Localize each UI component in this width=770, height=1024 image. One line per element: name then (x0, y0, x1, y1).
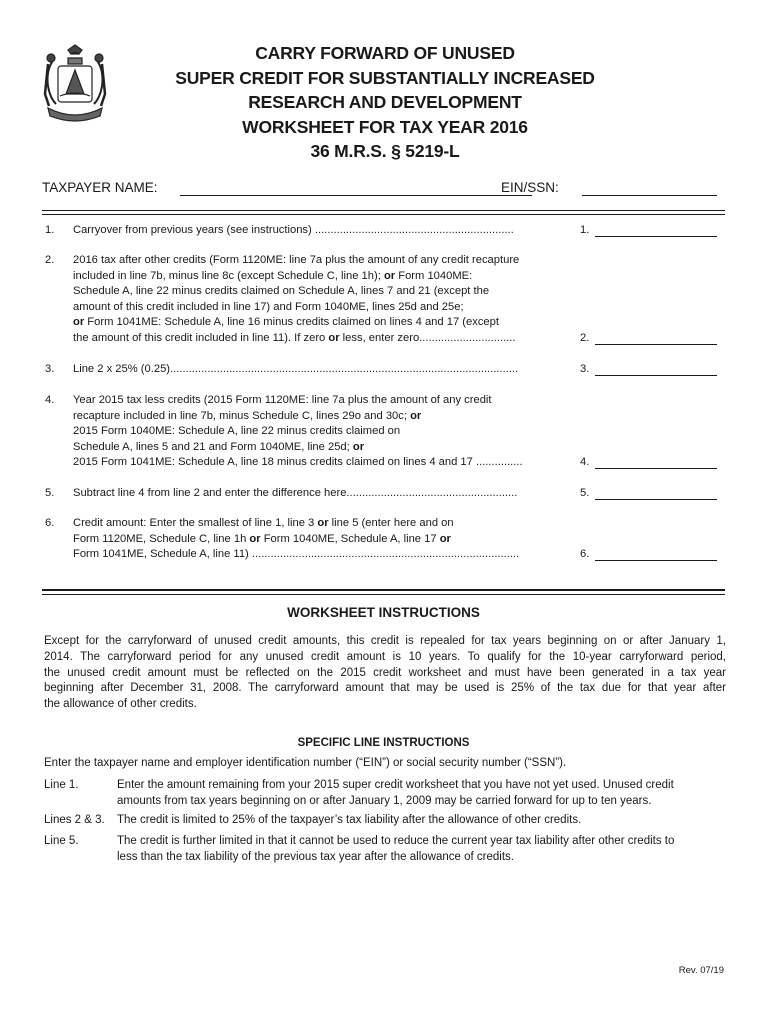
line-text: Year 2015 tax less credits (2015 Form 1120ME: line 7a plus the amount of any credit (73, 394, 492, 406)
paragraph-line: beginning after December 31, 2008. The carryforward amount that may be used is 25% of the tax due for that year after (44, 682, 726, 695)
instructions-paragraph (44, 634, 726, 713)
line-text: included in line 7b, minus line 8c (except Schedule C, line 1h); or Form 1040ME: (73, 269, 473, 282)
instruction-text: The credit is further limited in that it cannot be used to reduce the current year tax liability after other credits to (117, 835, 675, 847)
title-line: SUPER CREDIT FOR SUBSTANTIALLY INCREASED (175, 67, 595, 88)
line-text: Form 1041ME, Schedule A, line 11) ...................................................................................... (73, 548, 520, 561)
line-text: amount of this credit included in line 17) and Form 1040ME, lines 25d and 25e; (73, 300, 464, 313)
line-1-amount-field[interactable] (595, 236, 717, 237)
line-text: Form 1120ME, Schedule C, line 1h or Form 1040ME, Schedule A, line 17 or (73, 532, 451, 545)
line-2-amount-field[interactable] (595, 344, 717, 345)
ein-ssn-label: EIN/SSN: (501, 180, 559, 195)
line-number: 4. (45, 394, 55, 406)
line-text: recapture included in line 7b, minus Schedule C, lines 29o and 30c; or (73, 409, 422, 422)
line-5-amount-field[interactable] (595, 499, 717, 500)
line-number: 2. (45, 254, 55, 266)
instruction-text: The credit is limited to 25% of the taxpayer’s tax liability after the allowance of other credits. (117, 814, 582, 826)
taxpayer-name-field[interactable] (180, 195, 532, 196)
line-text: 2016 tax after other credits (Form 1120ME: line 7a plus the amount of any credit recapture (73, 254, 520, 266)
worksheet-line-5 (42, 486, 725, 502)
paragraph-line: the unused credit amount must be reflected on the 2015 credit worksheet and must have been generated in a tax year (44, 666, 726, 679)
instruction-key: Lines 2 & 3. (44, 814, 105, 826)
answer-number: 3. (580, 363, 590, 376)
answer-number: 6. (580, 548, 590, 561)
answer-number: 5. (580, 487, 590, 500)
line-text: 2015 Form 1040ME: Schedule A, line 22 minus credits claimed on (73, 425, 401, 438)
divider (42, 594, 725, 595)
instruction-text: amounts from tax years beginning on or after January 1, 2009 may be carried forward for up to ten years. (117, 794, 652, 807)
title-line: CARRY FORWARD OF UNUSED (255, 43, 515, 63)
line-text: Schedule A, line 22 minus credits claimed on Schedule A, lines 7 and 21 (except the (73, 285, 490, 298)
revision-date: Rev. 07/19 (678, 965, 724, 976)
line-text: Subtract line 4 from line 2 and enter the difference here....................................................... (73, 487, 518, 499)
taxpayer-name-label: TAXPAYER NAME: (42, 180, 158, 195)
worksheet-title (150, 41, 620, 164)
worksheet-line-2 (42, 253, 725, 347)
answer-number: 4. (580, 456, 590, 469)
instruction-text: less than the tax liability of the previous tax year after the allowance of credits. (117, 850, 514, 863)
line-text: or Form 1041ME: Schedule A, line 16 minus credits claimed on lines 4 and 17 (except (73, 316, 499, 329)
line-number: 5. (45, 487, 55, 499)
state-seal-icon (38, 44, 112, 130)
answer-number: 2. (580, 332, 590, 345)
paragraph-line: 2014. The carryforward period for any unused credit amount is 10 years. To qualify for the 10-year carryforward period, (44, 650, 726, 663)
instructions-intro (44, 756, 726, 772)
worksheet-line-4 (42, 393, 725, 471)
divider (42, 214, 725, 215)
divider (42, 210, 725, 211)
worksheet-line-6 (42, 516, 725, 563)
instructions-heading: WORKSHEET INSTRUCTIONS (287, 605, 480, 620)
line-3-amount-field[interactable] (595, 375, 717, 376)
taxpayer-row (42, 180, 722, 202)
specific-instructions-heading: SPECIFIC LINE INSTRUCTIONS (297, 737, 470, 749)
worksheet-line-3 (42, 362, 725, 378)
title-line: RESEARCH AND DEVELOPMENT (248, 92, 522, 112)
answer-number: 1. (580, 224, 590, 237)
line-text: 2015 Form 1041ME: Schedule A, line 18 minus credits claimed on lines 4 and 17 ............... (73, 456, 523, 469)
line-text: Credit amount: Enter the smallest of line 1, line 3 or line 5 (enter here and on (73, 517, 454, 529)
divider (42, 589, 725, 591)
title-line: WORKSHEET FOR TAX YEAR 2016 (242, 116, 528, 137)
line-number: 3. (45, 363, 55, 375)
instruction-text: Enter the amount remaining from your 2015 super credit worksheet that you have not yet used. Unused credit (117, 779, 674, 791)
instruction-key: Line 1. (44, 779, 79, 791)
line-6-amount-field[interactable] (595, 560, 717, 561)
paragraph-line: Except for the carryforward of unused credit amounts, this credit is repealed for tax years beginning on or after January 1, (44, 635, 726, 647)
intro-text: Enter the taxpayer name and employer identification number (“EIN”) or social security number (“SSN”). (44, 757, 567, 769)
line-number: 1. (45, 224, 55, 236)
line-text: the amount of this credit included in line 11). If zero or less, enter zero............................... (73, 331, 516, 344)
ein-ssn-field[interactable] (582, 195, 717, 196)
line-text: Line 2 x 25% (0.25)................................................................................................................ (73, 363, 519, 375)
line-text: Schedule A, lines 5 and 21 and Form 1040ME, line 25d; or (73, 440, 365, 453)
paragraph-line: the allowance of other credits. (44, 698, 197, 711)
line-4-amount-field[interactable] (595, 468, 717, 469)
worksheet-line-1 (42, 223, 725, 239)
line-number: 6. (45, 517, 55, 529)
line-text: Carryover from previous years (see instructions) ................................................................ (73, 224, 514, 236)
instruction-key: Line 5. (44, 835, 79, 847)
title-line: 36 M.R.S. § 5219-L (310, 141, 460, 161)
